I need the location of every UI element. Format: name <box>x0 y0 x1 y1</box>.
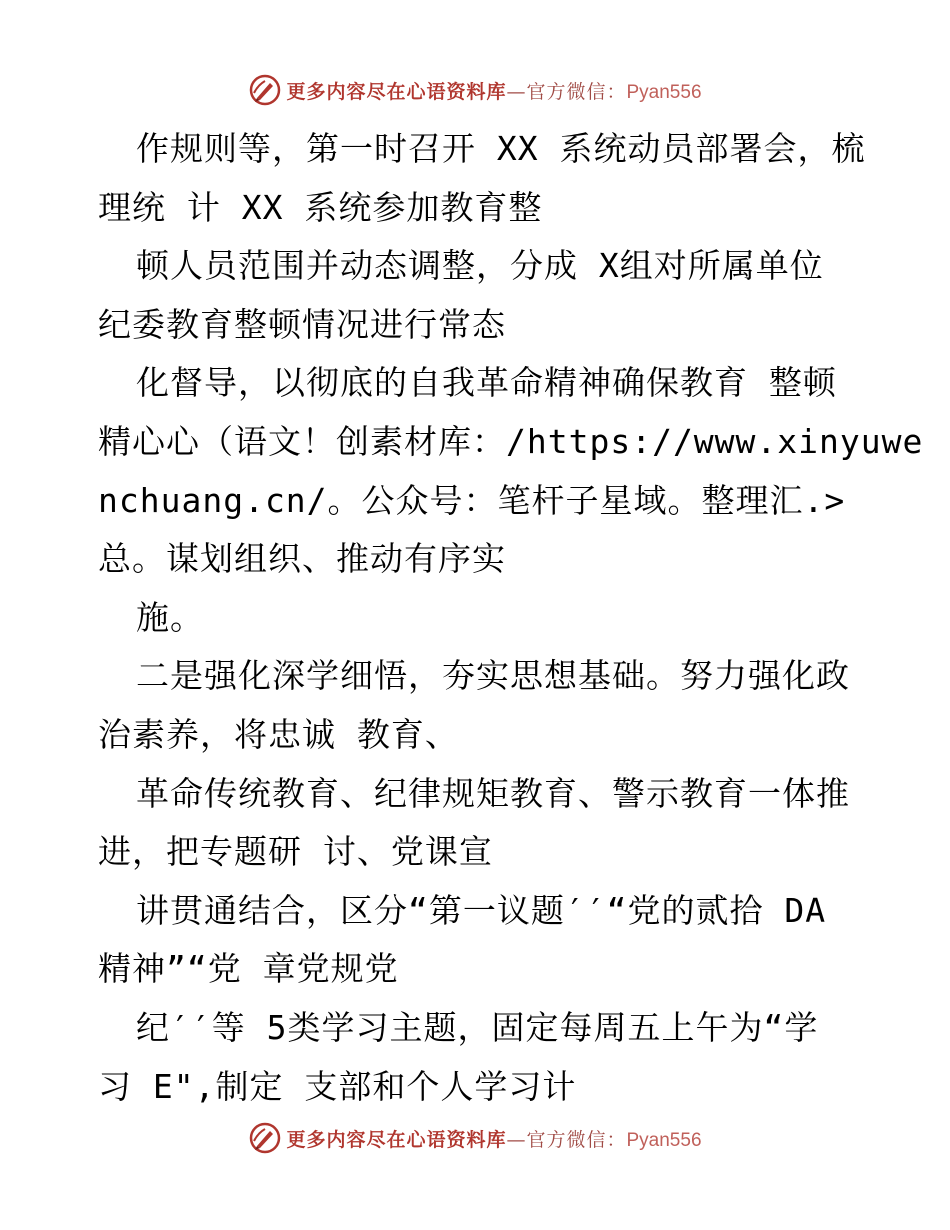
text-line: 纪委教育整顿情况进行常态 <box>98 304 506 344</box>
watermark-suffix: —官方微信： <box>506 1128 627 1151</box>
pen-logo-icon <box>248 73 282 107</box>
watermark-suffix: —官方微信： <box>506 80 627 103</box>
text-line: nchuang.cn/。公众号：笔杆子星域。整理汇.> <box>98 480 846 520</box>
text-line: 纪′′等 5类学习主题，固定每周五上午为“学 <box>136 1007 819 1047</box>
text-line: 理统 计 XX 系统参加教育整 <box>98 187 543 227</box>
watermark-id: Pyan556 <box>626 1129 702 1151</box>
text-line: 作规则等，第一时召开 XX 系统动员部署会，梳 <box>136 129 866 168</box>
pen-logo-icon <box>248 1121 282 1155</box>
text-line: 进，把专题研 讨、党课宣 <box>98 832 493 872</box>
text-line: 化督导，以彻底的自我革命精神确保教育 整顿 <box>136 363 837 403</box>
watermark-text <box>286 77 701 104</box>
watermark-header <box>0 70 950 110</box>
watermark-brand: 更多内容尽在心语资料库 <box>286 80 507 103</box>
text-line: 总。谋划组织、推动有序实 <box>98 539 506 579</box>
watermark-text <box>286 1125 701 1152</box>
watermark-footer <box>0 1118 950 1158</box>
text-line: 精心心（语文！创素材库：/https://www.xinyuwe <box>98 421 924 461</box>
watermark-id: Pyan556 <box>626 81 702 103</box>
text-line: 施。 <box>136 597 204 637</box>
text-line: 精神”“党 章党规党 <box>98 949 399 989</box>
body-text <box>98 120 924 1116</box>
text-line: 二是强化深学细悟，夯实思想基础。努力强化政 <box>136 656 850 696</box>
text-line: 讲贯通结合，区分“第一议题′′“党的贰拾 DA <box>136 890 827 930</box>
text-line: 顿人员范围并动态调整，分成 X组对所属单位 <box>136 246 824 286</box>
text-line: 习 E",制定 支部和个人学习计 <box>98 1066 577 1106</box>
watermark-brand: 更多内容尽在心语资料库 <box>286 1128 507 1151</box>
text-line: 革命传统教育、纪律规矩教育、警示教育一体推 <box>136 773 850 813</box>
text-line: 治素养，将忠诚 教育、 <box>98 714 459 754</box>
